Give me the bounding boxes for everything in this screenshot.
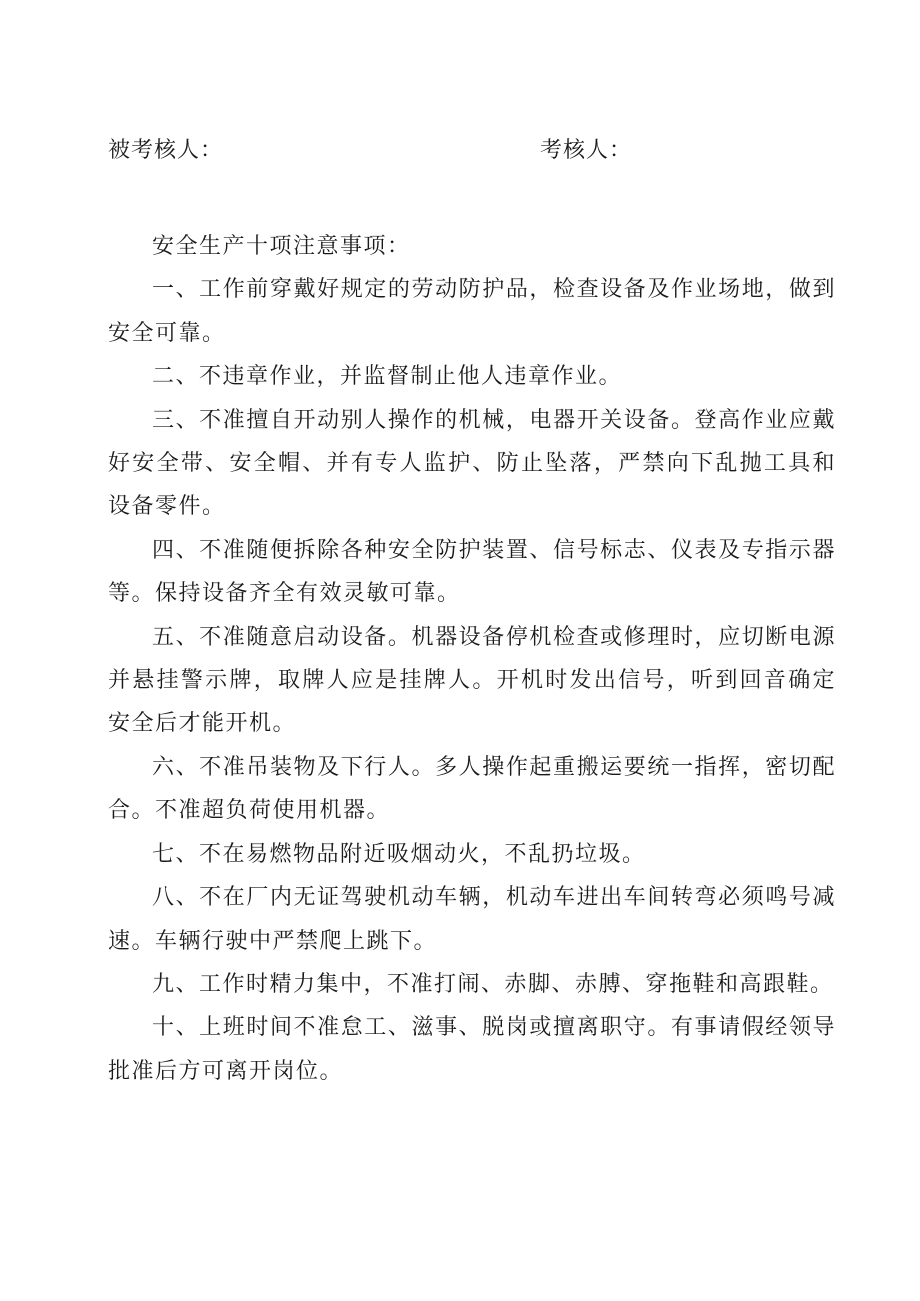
note-item-1: 一、工作前穿戴好规定的劳动防护品，检查设备及作业场地，做到安全可靠。 xyxy=(108,277,836,346)
assessee-label: 被考核人： xyxy=(108,138,224,163)
notes-title: 安全生产十项注意事项： xyxy=(152,234,411,259)
note-item-6: 六、不准吊装物及下行人。多人操作起重搬运要统一指挥，密切配合。不准超负荷使用机器。 xyxy=(108,754,836,824)
signature-row xyxy=(108,131,832,171)
assessor-label: 考核人： xyxy=(540,138,633,163)
note-item-4: 四、不准随便拆除各种安全防护装置、信号标志、仪表及专指示器等。保持设备齐全有效灵敏可靠。 xyxy=(108,537,836,607)
note-item-5: 五、不准随意启动设备。机器设备停机检查或修理时，应切断电源并悬挂警示牌，取牌人应是挂牌人。开机时发出信号，听到回音确定安全后才能开机。 xyxy=(108,624,836,737)
note-item-7: 七、不在易燃物品附近吸烟动火，不乱扔垃圾。 xyxy=(152,841,646,867)
note-item-3: 三、不准擅自开动别人操作的机械，电器开关设备。登高作业应戴好安全带、安全帽、并有专人监护、防止坠落，严禁向下乱抛工具和设备零件。 xyxy=(108,407,836,520)
note-item-9: 九、工作时精力集中，不准打闹、赤脚、赤膊、穿拖鞋和高跟鞋。 xyxy=(152,971,834,997)
note-item-10: 十、上班时间不准怠工、滋事、脱岗或擅离职守。有事请假经领导批准后方可离开岗位。 xyxy=(108,1015,836,1084)
note-item-8: 八、不在厂内无证驾驶机动车辆，机动车进出车间转弯必须鸣号减速。车辆行驶中严禁爬上跳下。 xyxy=(108,885,836,954)
safety-notes xyxy=(108,225,836,1093)
note-item-2: 二、不违章作业，并监督制止他人违章作业。 xyxy=(152,364,623,390)
